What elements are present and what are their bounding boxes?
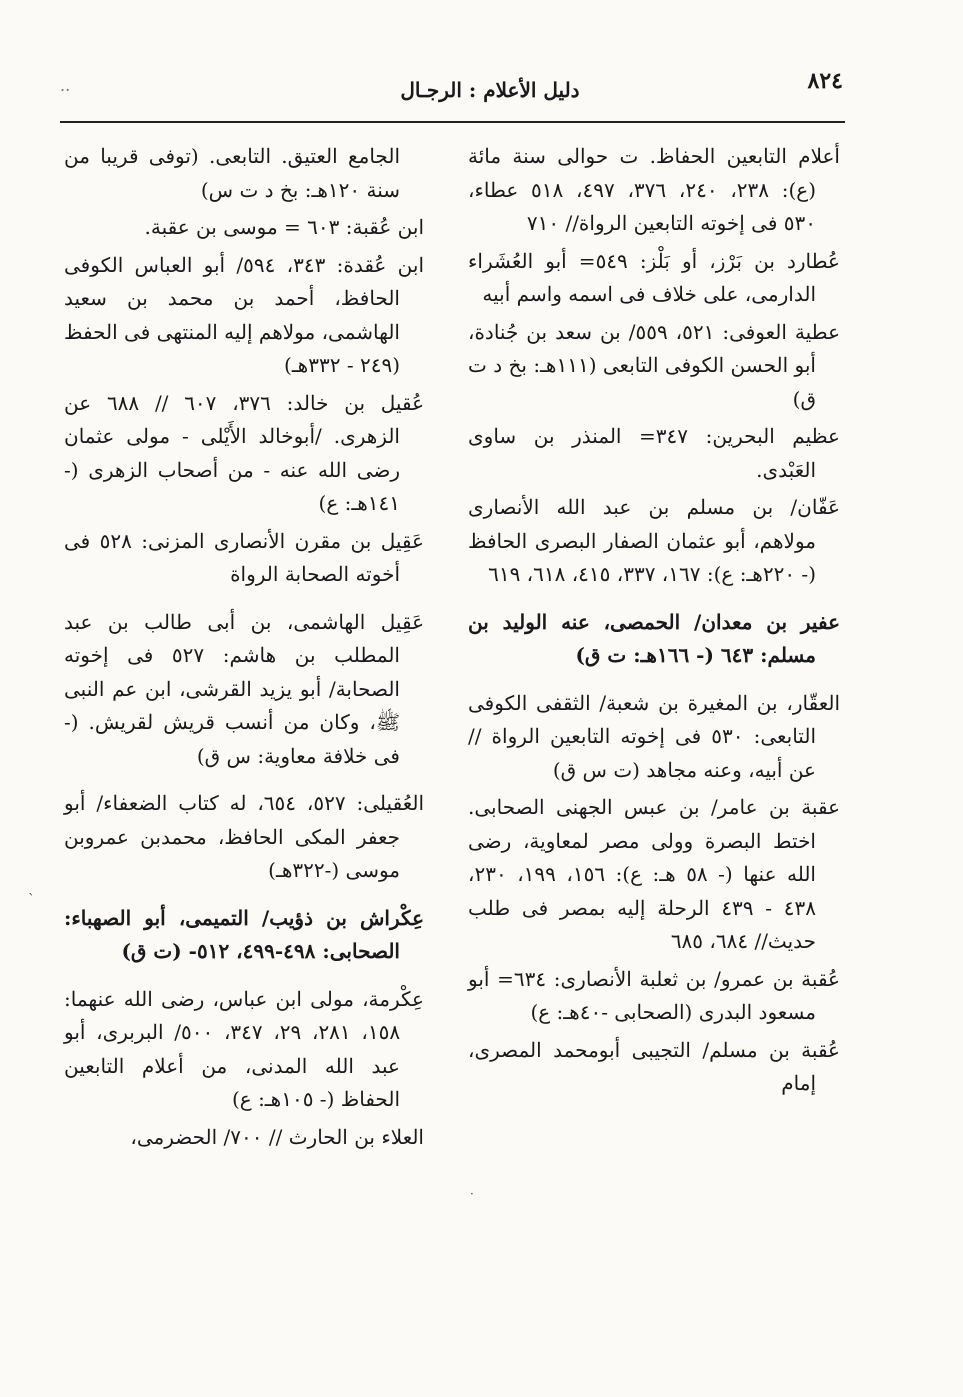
entry-text: أعلام التابعين الحفاظ. ت حوالى سنة مائة (ع): ٢٣٨، ٢٤٠، ٣٧٦، ٤٩٧، ٥١٨ عطاء، ٥٣٠ فى إخوته التابعين الرواة// ٧١٠ [468, 144, 840, 235]
entry [64, 983, 424, 1117]
page-header [60, 68, 843, 110]
entry [468, 245, 840, 312]
entry [468, 687, 840, 788]
entry-text: عَفّان/ بن مسلم بن عبد الله الأنصارى مولاهم، أبو عثمان الصفار البصرى الحافظ (- ٢٢٠هـ: ع): ١٦٧، ٣٣٧، ٤١٥، ٦١٨، ٦١٩ [468, 495, 840, 586]
page-number: ٨٢٤ [807, 68, 843, 94]
entry [468, 1034, 840, 1101]
ink-speck: · [470, 1187, 474, 1201]
entry [468, 316, 840, 417]
entry-text: العقّار، بن المغيرة بن شعبة/ الثقفى الكوفى التابعى: ٥٣٠ فى إخوته التابعين الرواة //عن أبيه، وعنه مجاهد (ت س ق) [468, 690, 840, 782]
entry-text: عُقبة بن عمرو/ بن ثعلبة الأنصارى: ٦٣٤= أبو مسعود البدرى (الصحابى -٤٠هـ: ع) [468, 966, 840, 1024]
entry [64, 902, 424, 969]
entry-text: عِكْرمة، مولى ابن عباس، رضى الله عنهما: ١٥٨، ٢٨١، ٢٩، ٣٤٧، ٥٠٠/ البربرى، أبو عبد الله المدنى، من أعلام التابعين الحفاظ (- ١٠٥هـ: ع) [64, 986, 424, 1111]
entry [64, 211, 424, 245]
entry [64, 249, 424, 383]
entry [468, 420, 840, 487]
entry-text: عُقبة بن مسلم/ التجيبى أبومحمد المصرى، إمام [468, 1037, 840, 1095]
header-dots: .. [60, 76, 71, 95]
entry [468, 791, 840, 959]
entry [64, 1121, 424, 1155]
entry-text: عقبة بن عامر/ بن عبس الجهنى الصحابى. اختط البصرة وولى مصر لمعاوية، رضى الله عنها (- ٥٨ هـ: ع): ١٥٦، ١٩٩، ٢٣٠، ٤٣٨ - ٤٣٩ الرحلة إليه بمصر فى طلب حديث// ٦٨٤، ٦٨٥ [468, 795, 840, 953]
entry [64, 606, 424, 774]
entry [468, 140, 840, 241]
entry-text: عَقِيل بن مقرن الأنصارى المزنى: ٥٢٨ فى أخوته الصحابة الرواة [64, 528, 424, 586]
margin-mark: ` [28, 892, 35, 908]
entry-text: العلاء بن الحارث // ٧٠٠/ الحضرمى، [130, 1124, 424, 1149]
entry-text: ابن عُقدة: ٣٤٣، ٥٩٤/ أبو العباس الكوفى الحافظ، أحمد بن محمد بن سعيد الهاشمى، مولاهم إليه المنتهى فى الحفظ (٢٤٩ - ٣٣٢هـ) [64, 252, 424, 377]
right-column [468, 140, 840, 1105]
header-rule [60, 121, 845, 123]
entry-text: عظيم البحرين: ٣٤٧= المنذر بن ساوى العَبْدى. [468, 424, 840, 482]
entry-text: ابن عُقبة: ٦٠٣ = موسى بن عقبة. [144, 215, 424, 239]
entry [64, 387, 424, 521]
entry-text: عِكْراش بن ذؤيب/ التميمى، أبو الصهباء: الصحابى: ٤٩٨-٤٩٩، ٥١٢- (ت ق) [64, 905, 424, 963]
entry-text: العُقيلى: ٥٢٧، ٦٥٤، له كتاب الضعفاء/ أبو جعفر المكى الحافظ، محمدبن عمروبن موسى (-٣٢٢هـ) [64, 791, 425, 882]
entry [468, 963, 840, 1030]
entry [64, 525, 424, 592]
entry-text: عفير بن معدان/ الحمصى، عنه الوليد بن مسلم: ٦٤٣ (- ١٦٦هـ: ت ق) [468, 609, 840, 667]
entry [468, 491, 840, 592]
entry-continuation [64, 140, 424, 207]
entry [64, 787, 424, 888]
entry-text: عطية العوفى: ٥٢١، ٥٥٩/ بن سعد بن جُنادة، أبو الحسن الكوفى التابعى (١١١هـ: بخ د ت ق) [468, 319, 840, 411]
entry-text: عَقِيل الهاشمى، بن أبى طالب بن عبد المطلب بن هاشم: ٥٢٧ فى إخوته الصحابة/ أبو يزيد القرشى، ابن عم النبى ﷺ، وكان من أنسب قريش لقريش. (- فى خلافة معاوية: س ق) [64, 609, 424, 768]
left-column [64, 140, 424, 1158]
entry-text: عُطارد بن بَرْز، أو بَلْز: ٥٤٩= أبو العُشَراء الدارمى، على خلاف فى اسمه واسم أبيه [468, 248, 840, 306]
running-title: دليل الأعلام : الرجـال [400, 78, 580, 102]
entry [468, 606, 840, 673]
entry-text: عُقيل بن خالد: ٣٧٦، ٦٠٧ // ٦٨٨ عن الزهرى. /أبوخالد الأَيْلى - مولى عثمان رضى الله عنه - من أصحاب الزهرى (- ١٤١هـ: ع) [64, 390, 425, 515]
entry-text: الجامع العتيق. التابعى. (توفى قريبا من سنة ١٢٠هـ: بخ د ت س) [64, 144, 400, 202]
